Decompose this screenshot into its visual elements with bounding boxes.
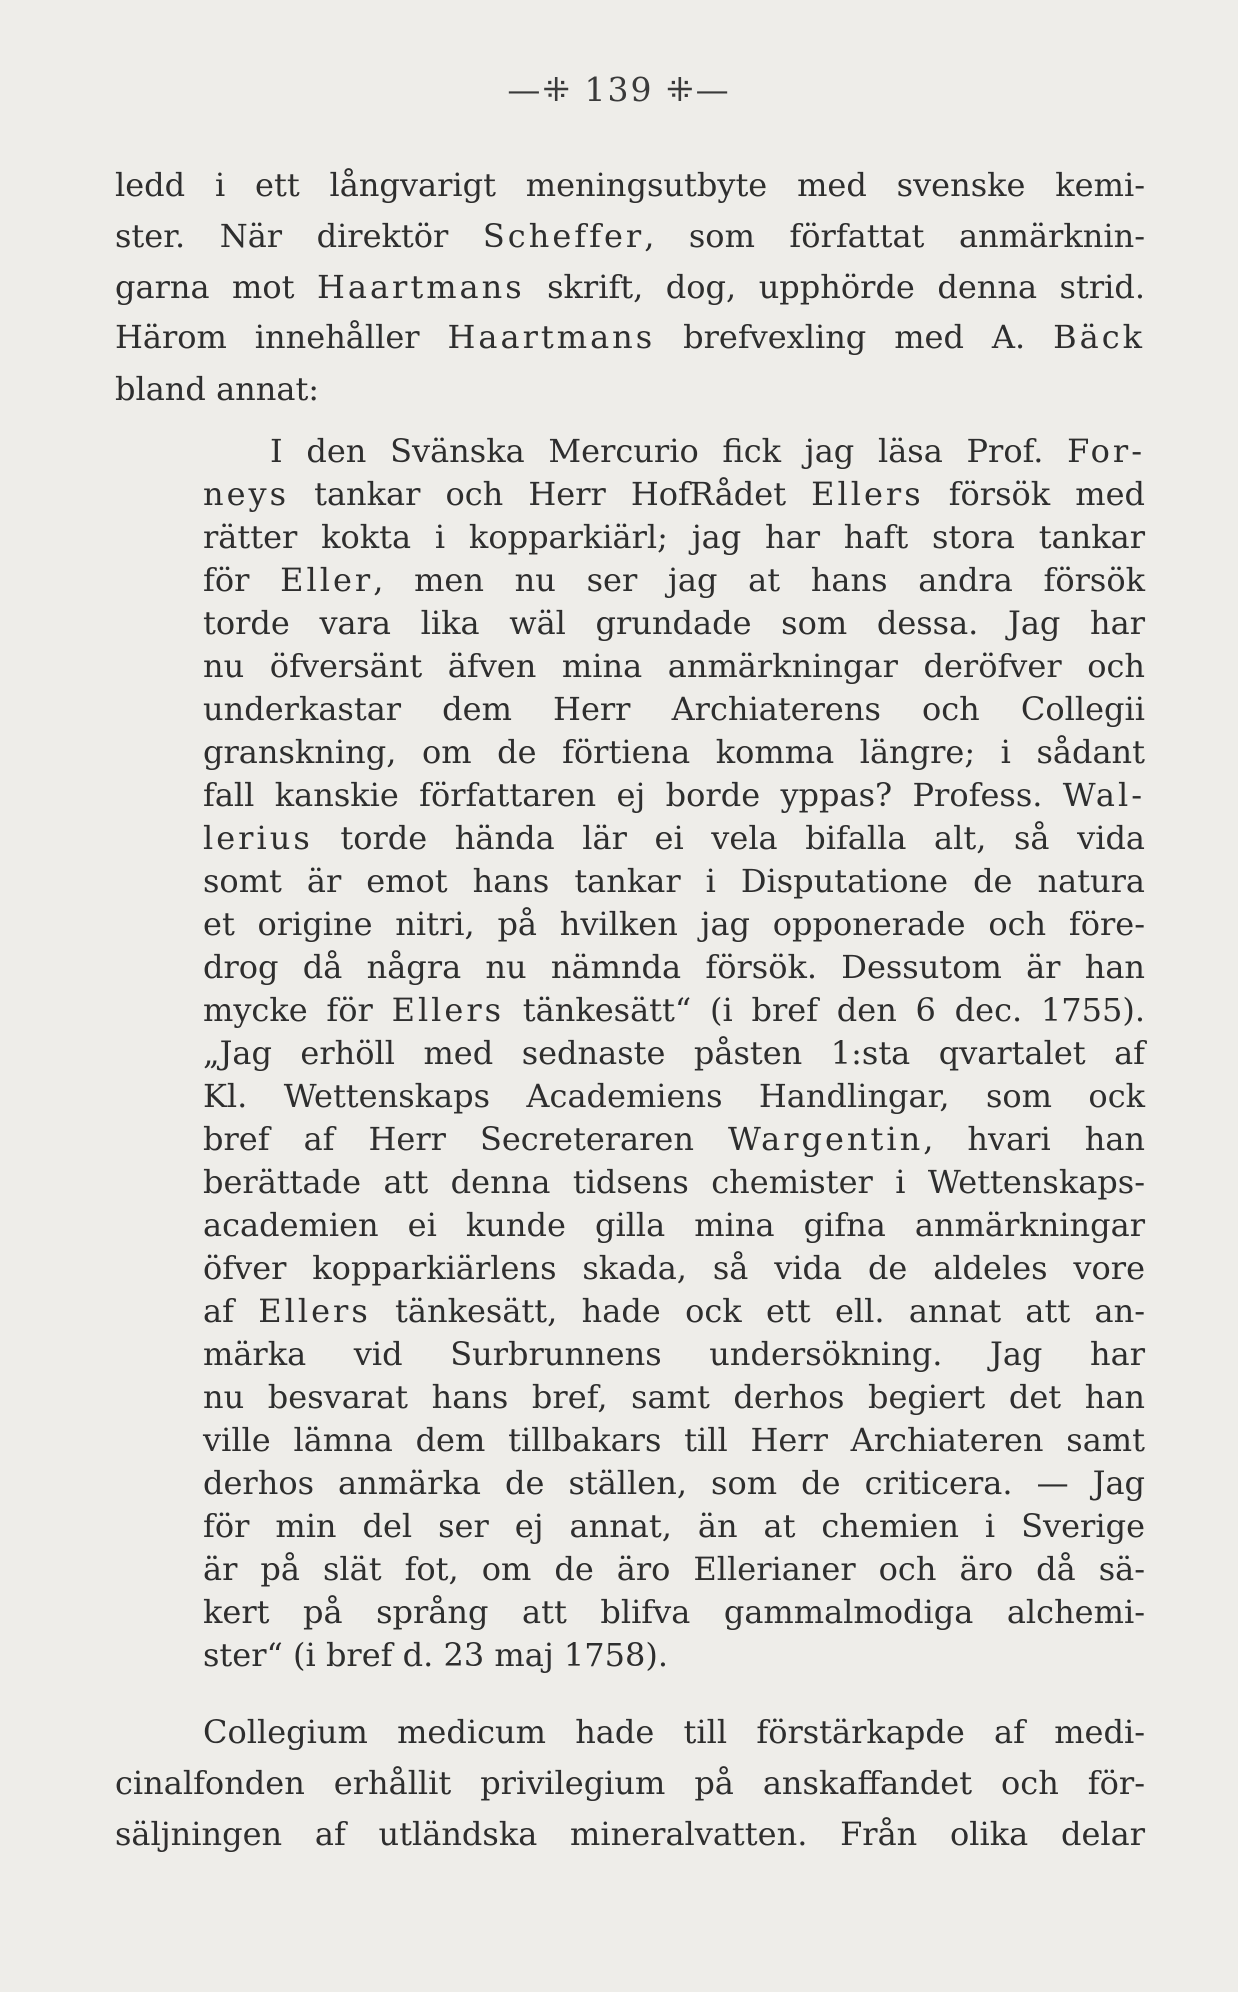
text-span: bref af Herr Secreteraren	[203, 1120, 728, 1158]
spaced-name: Eller	[280, 561, 374, 599]
text-line-content: ster“ (i bref d. 23 maj 1758).	[203, 1636, 668, 1674]
text-line	[115, 166, 1145, 204]
quote-line	[203, 1636, 668, 1674]
quote-line	[203, 862, 1145, 900]
spaced-name: lerius	[203, 819, 313, 857]
quote-line	[203, 475, 1145, 513]
spaced-name: neys	[203, 475, 290, 513]
spaced-name: Scheffer	[482, 217, 645, 255]
text-line-content: drog då några nu nämnda försök. Dessutom är han	[203, 948, 1145, 986]
text-line-content: säljningen af utländska mineralvatten. Från olika delar	[115, 1815, 1145, 1853]
page-header	[0, 70, 1238, 109]
text-line-content: granskning, om de förtiena komma längre; i sådant	[203, 733, 1145, 771]
spaced-name: Bäck	[1053, 318, 1146, 356]
text-span: , men nu ser jag at hans andra försök	[373, 561, 1146, 599]
quote-line	[203, 647, 1145, 685]
text-line	[115, 268, 1145, 306]
spaced-name: Ellers	[258, 1292, 371, 1330]
quote-line	[203, 690, 1145, 728]
text-line-content: är på slät fot, om de äro Ellerianer och äro då sä-	[203, 1550, 1145, 1588]
spaced-name: Haartmans	[316, 268, 525, 306]
text-line-content: Kl. Wettenskaps Academiens Handlingar, som ock	[203, 1077, 1145, 1115]
text-line-content: Collegium medicum hade till förstärkapde af medi-	[203, 1713, 1145, 1751]
text-line-content: somt är emot hans tankar i Disputatione de natura	[203, 862, 1145, 900]
quote-line	[203, 604, 1145, 642]
quote-line	[270, 432, 1145, 470]
quote-line	[203, 1550, 1145, 1588]
text-span: torde hända lär ei vela bifalla alt, så vida	[312, 819, 1145, 857]
quote-line	[203, 1206, 1145, 1244]
text-line	[115, 318, 1145, 356]
text-line-content: nu öfversänt äfven mina anmärkningar deröfver och	[203, 647, 1145, 685]
text-span: , hvari han	[923, 1120, 1146, 1158]
text-line-content: märka vid Surbrunnens undersökning. Jag har	[203, 1335, 1145, 1373]
quote-line	[203, 948, 1145, 986]
quote-line	[203, 776, 1145, 814]
text-line-content: et origine nitri, på hvilken jag opponerade och före-	[203, 905, 1145, 943]
spaced-name: Wal-	[1062, 776, 1145, 814]
spaced-name: Wargentin	[728, 1120, 924, 1158]
text-span: tänkesätt, hade ock ett ell. annat att an-	[370, 1292, 1146, 1330]
quote-line	[203, 1507, 1145, 1545]
text-line-content: ledd i ett långvarigt meningsutbyte med svenske kemi-	[115, 166, 1145, 204]
spaced-name: For-	[1067, 432, 1145, 470]
text-span: tankar och Herr HofRådet	[289, 475, 812, 513]
text-line-content: öfver kopparkiärlens skada, så vida de aldeles vore	[203, 1249, 1145, 1287]
text-line	[115, 1764, 1145, 1802]
text-line-content: derhos anmärka de ställen, som de criticera. — Jag	[203, 1464, 1145, 1502]
text-line-content: underkastar dem Herr Archiaterens och Collegii	[203, 690, 1145, 728]
quote-line	[203, 1464, 1145, 1502]
quote-line	[203, 905, 1145, 943]
text-line	[203, 1713, 1145, 1751]
quote-line	[203, 561, 1145, 599]
spaced-name: Ellers	[811, 475, 924, 513]
text-line-content: ville lämna dem tillbakars till Herr Archiateren samt	[203, 1421, 1145, 1459]
quote-line	[203, 518, 1145, 556]
text-line-content: „Jag erhöll med sednaste påsten 1:sta qvartalet af	[203, 1034, 1145, 1072]
text-span: , som författat anmärknin-	[644, 217, 1145, 255]
text-line-content: nu besvarat hans bref, samt derhos begiert det han	[203, 1378, 1145, 1416]
text-line	[115, 1815, 1145, 1853]
quote-line	[203, 1034, 1145, 1072]
text-span: brefvexling med A.	[655, 318, 1054, 356]
quote-line	[203, 991, 1145, 1029]
text-line-content: rätter kokta i kopparkiärl; jag har haft stora tankar	[203, 518, 1145, 556]
spaced-name: Ellers	[391, 991, 505, 1029]
quote-line	[203, 1378, 1145, 1416]
text-line-content: kert på språng att blifva gammalmodiga alchemi-	[203, 1593, 1145, 1631]
text-line	[115, 217, 1145, 255]
quote-line	[203, 1421, 1145, 1459]
text-span: af	[203, 1292, 259, 1330]
text-span: tänkesätt“ (i bref den 6 dec. 1755).	[504, 991, 1146, 1029]
quote-line	[203, 1593, 1145, 1631]
quote-line	[203, 1292, 1145, 1330]
text-span: fall kanskie författaren ej borde yppas? Profess.	[203, 776, 1063, 814]
quote-line	[203, 733, 1145, 771]
text-line-content: academien ei kunde gilla mina gifna anmärkningar	[203, 1206, 1145, 1244]
text-span: för	[203, 561, 281, 599]
quote-line	[203, 1163, 1145, 1201]
text-line-content: cinalfonden erhållit privilegium på anskaffandet och för-	[115, 1764, 1145, 1802]
quote-line	[203, 1335, 1145, 1373]
page-number: —⁜ 139 ⁜—	[507, 70, 731, 109]
quote-line	[203, 1120, 1145, 1158]
text-span: garna mot	[115, 268, 317, 306]
text-line-content: torde vara lika wäl grundade som dessa. Jag har	[203, 604, 1145, 642]
text-line	[115, 370, 319, 408]
text-span: I den Svänska Mercurio fick jag läsa Prof.	[270, 432, 1068, 470]
text-line-content: bland annat:	[115, 370, 320, 408]
text-span: mycke för	[203, 991, 392, 1029]
text-span: skrift, dog, upphörde denna strid.	[524, 268, 1146, 306]
text-span: försök med	[923, 475, 1146, 513]
text-span: Härom innehåller	[115, 318, 448, 356]
spaced-name: Haartmans	[447, 318, 656, 356]
quote-line	[203, 819, 1145, 857]
quote-line	[203, 1077, 1145, 1115]
quote-line	[203, 1249, 1145, 1287]
text-span: ster. När direktör	[115, 217, 483, 255]
text-line-content: för min del ser ej annat, än at chemien i Sverige	[203, 1507, 1145, 1545]
text-line-content: berättade att denna tidsens chemister i Wettenskaps-	[203, 1163, 1145, 1201]
